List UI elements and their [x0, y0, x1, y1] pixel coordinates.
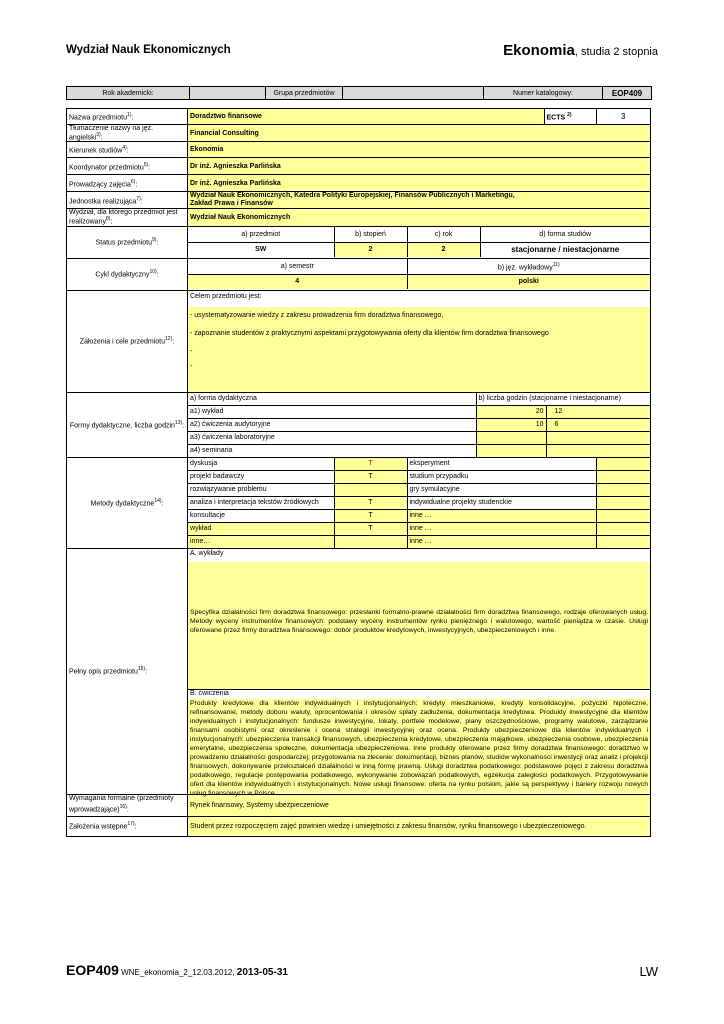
form-seminar-n	[546, 444, 650, 457]
faculty-value: Wydział Nauk Ekonomicznych	[188, 209, 651, 226]
form-seminar: a4) seminaria	[188, 444, 476, 457]
footer-code: EOP409 WNE_ekonomia_2_12.03.2012, 2013-05-31	[66, 962, 288, 978]
direction-label: Kierunek studiów$^{4)}$:	[67, 142, 188, 158]
status-label: Status przedmiotu$^{9)}$:	[67, 226, 188, 258]
full-b-head: B. ćwiczenia	[188, 689, 650, 699]
syllabus-table	[66, 108, 651, 837]
methods-label: Metody dydaktyczne$^{14)}$:	[67, 457, 188, 548]
course-name: Doradztwo finansowe	[188, 109, 544, 124]
catalog-number: EOP409	[611, 88, 643, 98]
method-left: projekt badawczy	[188, 470, 334, 483]
form-lab-n	[546, 431, 650, 444]
full-b-text: Produkty kredytowe dla klientów indywidualnych i instytucjonalnych: kredyty mieszkaniowe, kredyty konsolidacyjne, pożyczki hipoteczne, refinansowanie, metody doboru waluty, oprocentowania i okresów spłaty zadłużenia, dokumentacja kredytowa. Produkty inwestycyjne dla klientów indywidualnych i instytucjonalnych: fundusze inwestycyjne, lokaty, portfele modelowe, plany oszczędnościowe, programy walutowe, zarządzanie finansami osobistymi oraz określenie i ocena strategii inwestycyjnej oraz ocena. Produkty ubezpieczeniowe dla klientów indywidualnych i instytucjonalnych: ubezpieczenia transakcji finansowych, ubezpieczenia kredytowe, ubezpieczenia majątkowe, ubezpieczenia osobowe, ubezpieczenia emerytalne, ubezpieczenia społeczne, dokumentacja ubezpieczeniowa. Inne produkty oferowane przez firmy doradztwa finansowego: doradztwo w prowadzeniu działalności gospodarczej; przygotowania na zlecenie: dokumentacji, biznes planów, studiów wykonalności inwestycji oraz analiz i projekcji finansowych, dokonywanie przekształceń działalności w inną formę prawną. Usługi doradztwa podatkowego: podstawowe pojęci z zakresu doradztwa podatkowego, regulacje postępowania podatkowego, wykonywanie zobowiązań podatkowych, egzekucja zaległości podatkowych. Przygotowywanie ofert dla klientów indywidualnych i instytucjonalnych. Nowe usługi finansowe: oferta na rynku polskim, jakie są perspektywy i bariery rozwoju nowych usług finansowych w Polsce.	[190, 699, 648, 797]
prerequisites-value: Student przez rozpoczęciem zajęć powinien wiedzę i umiejętności z zakresu finansów, rynku finansowego i ubezpieczeniowego.	[188, 816, 651, 836]
method-right: inne …	[407, 535, 596, 548]
method-right-mark	[596, 535, 650, 548]
method-right-mark	[596, 458, 650, 471]
status-head-a: a) przedmiot	[188, 227, 334, 242]
cycle-language: polski	[407, 274, 650, 289]
translation-label: Tłumaczenie nazwy na jęz. angielski$^{3)}$:	[67, 125, 188, 142]
form-lab-s	[476, 431, 546, 444]
method-right: inne …	[407, 522, 596, 535]
form-lab: a3) ćwiczenia laboratoryjne	[188, 431, 476, 444]
goal-1: - usystematyzowanie wiedzy z zakresu prowadzenia firm doradztwa finansowego,	[190, 311, 444, 319]
catalog-label: Numer katalogowy:	[484, 87, 603, 99]
coordinator-value: Dr inż. Agnieszka Parlińska	[188, 158, 651, 175]
status-head-c: c) rok	[407, 227, 480, 242]
direction-value: Ekonomia	[188, 142, 651, 158]
status-degree: 2	[334, 242, 407, 257]
status-head-b: b) stopień	[334, 227, 407, 242]
method-left-mark: T	[334, 496, 407, 509]
full-a-head: A. wykłady	[190, 549, 224, 557]
cycle-head-language: b) jęz. wykładowy$^{11)}$	[407, 259, 650, 274]
form-lecture-n: 12	[546, 405, 650, 418]
form-audit: a2) ćwiczenia audytoryjne	[188, 418, 476, 431]
unit-label: Jednostka realizująca$^{7)}$:	[67, 192, 188, 209]
method-left-mark: T	[334, 509, 407, 522]
footer-initials: LW	[639, 964, 658, 979]
method-right-mark	[596, 509, 650, 522]
goal-4: -	[190, 362, 193, 370]
ects-label: ECTS $^{2)}$	[544, 109, 596, 124]
unit-value: Wydział Nauk Ekonomicznych, Katedra Polityki Europejskiej, Finansów Publicznych i Marketingu, Zakład Prawa i Finansów	[188, 192, 651, 209]
forms-head-hours: b) liczba godzin (stacjonarne i niestacjonarne)	[476, 393, 650, 406]
cycle-head-semester: a) semestr	[188, 259, 407, 274]
method-right: gry symulacyjne	[407, 483, 596, 496]
requirements-value: Rynek finansowy, Systemy ubezpieczeniowe	[188, 794, 651, 816]
coordinator-label: Koordynator przedmiotu$^{5)}$:	[67, 158, 188, 175]
method-right-mark	[596, 483, 650, 496]
goal-2: - zapoznanie studentów z praktycznymi aspektami przygotowywania oferty dla klientów firm doradztwa finansowego	[190, 329, 549, 337]
method-right: indywidualne projekty studenckie	[407, 496, 596, 509]
lecturer-value: Dr inż. Agnieszka Parlińska	[188, 175, 651, 192]
method-right-mark	[596, 522, 650, 535]
faculty-label: Wydział, dla którego przedmiot jest realizowany$^{8)}$:	[67, 209, 188, 226]
method-right-mark	[596, 496, 650, 509]
form-lecture: a1) wykład	[188, 405, 476, 418]
name-label: Nazwa przedmiotu$^{1)}$:	[67, 109, 188, 125]
form-seminar-s	[476, 444, 546, 457]
cycle-semester: 4	[188, 274, 407, 289]
form-audit-n: 6	[546, 418, 650, 431]
year-label: Rok akademicki:	[67, 87, 190, 99]
field-title: Ekonomia, studia 2 stopnia	[503, 42, 658, 59]
ects-value: 3	[621, 112, 626, 121]
method-left-mark: T	[334, 470, 407, 483]
method-left-mark	[334, 535, 407, 548]
group-label: Grupa przedmiotów	[266, 87, 343, 99]
full-a-text: Specyfika działalności firm doradztwa finansowego: przesłanki formalno-prawne działalności firm doradztwa finansowego, rodzaje oferowanych usług. Metody wyceny instrumentów finansowych: podstawy wyceny instrumentów rynku pieniężnego i walutowego, wartość pieniądza w czasie. Usługi oferowane przez firmy doradztwa finansowego: dobór produktów kredytowych, inwestycyjnych, ubezpieczeniowych i inne.	[188, 562, 650, 689]
method-right: inne …	[407, 509, 596, 522]
goals-label: Założenia i cele przedmiotu$^{12)}$:	[67, 290, 188, 392]
method-left: analiza i interpretacja tekstów źródłowych	[188, 496, 334, 509]
method-right-mark	[596, 470, 650, 483]
full-label: Pełny opis przedmiotu$^{15)}$:	[67, 548, 188, 794]
method-left-mark	[334, 483, 407, 496]
status-form: stacjonarne / niestacjonarne	[480, 242, 650, 257]
method-right: studium przypadku	[407, 470, 596, 483]
cycle-label: Cykl dydaktyczny$^{10)}$:	[67, 258, 188, 290]
method-left: konsultacje	[188, 509, 334, 522]
method-right: eksperyment	[407, 458, 596, 471]
translation-value: Financial Consulting	[188, 125, 651, 142]
method-left: inne…	[188, 535, 334, 548]
method-left-mark: T	[334, 522, 407, 535]
status-year: 2	[407, 242, 480, 257]
faculty-title: Wydział Nauk Ekonomicznych	[66, 44, 231, 56]
prerequisites-label: Założenia wstępne$^{17)}$:	[67, 816, 188, 836]
status-type: SW	[188, 242, 334, 257]
method-left: wykład	[188, 522, 334, 535]
goals-intro: Celem przedmiotu jest:	[190, 292, 262, 300]
lecturer-label: Prowadzący zajęcia$^{6)}$:	[67, 175, 188, 192]
method-left-mark: T	[334, 458, 407, 471]
method-left: dyskusja	[188, 458, 334, 471]
forms-label: Formy dydaktyczne, liczba godzin$^{13)}$:	[67, 392, 188, 457]
status-head-d: d) forma studiów	[480, 227, 650, 242]
forms-head-form: a) forma dydaktyczna	[188, 393, 476, 406]
catalog-bar	[66, 86, 652, 100]
goal-3: -	[190, 347, 193, 355]
year-value	[190, 87, 266, 99]
form-audit-s: 10	[476, 418, 546, 431]
method-left: rozwiązywanie problemu	[188, 483, 334, 496]
requirements-label: Wymagania formalne (przedmioty wprowadzające)$^{16)}$:	[67, 794, 188, 816]
group-value	[343, 87, 484, 99]
form-lecture-s: 20	[476, 405, 546, 418]
